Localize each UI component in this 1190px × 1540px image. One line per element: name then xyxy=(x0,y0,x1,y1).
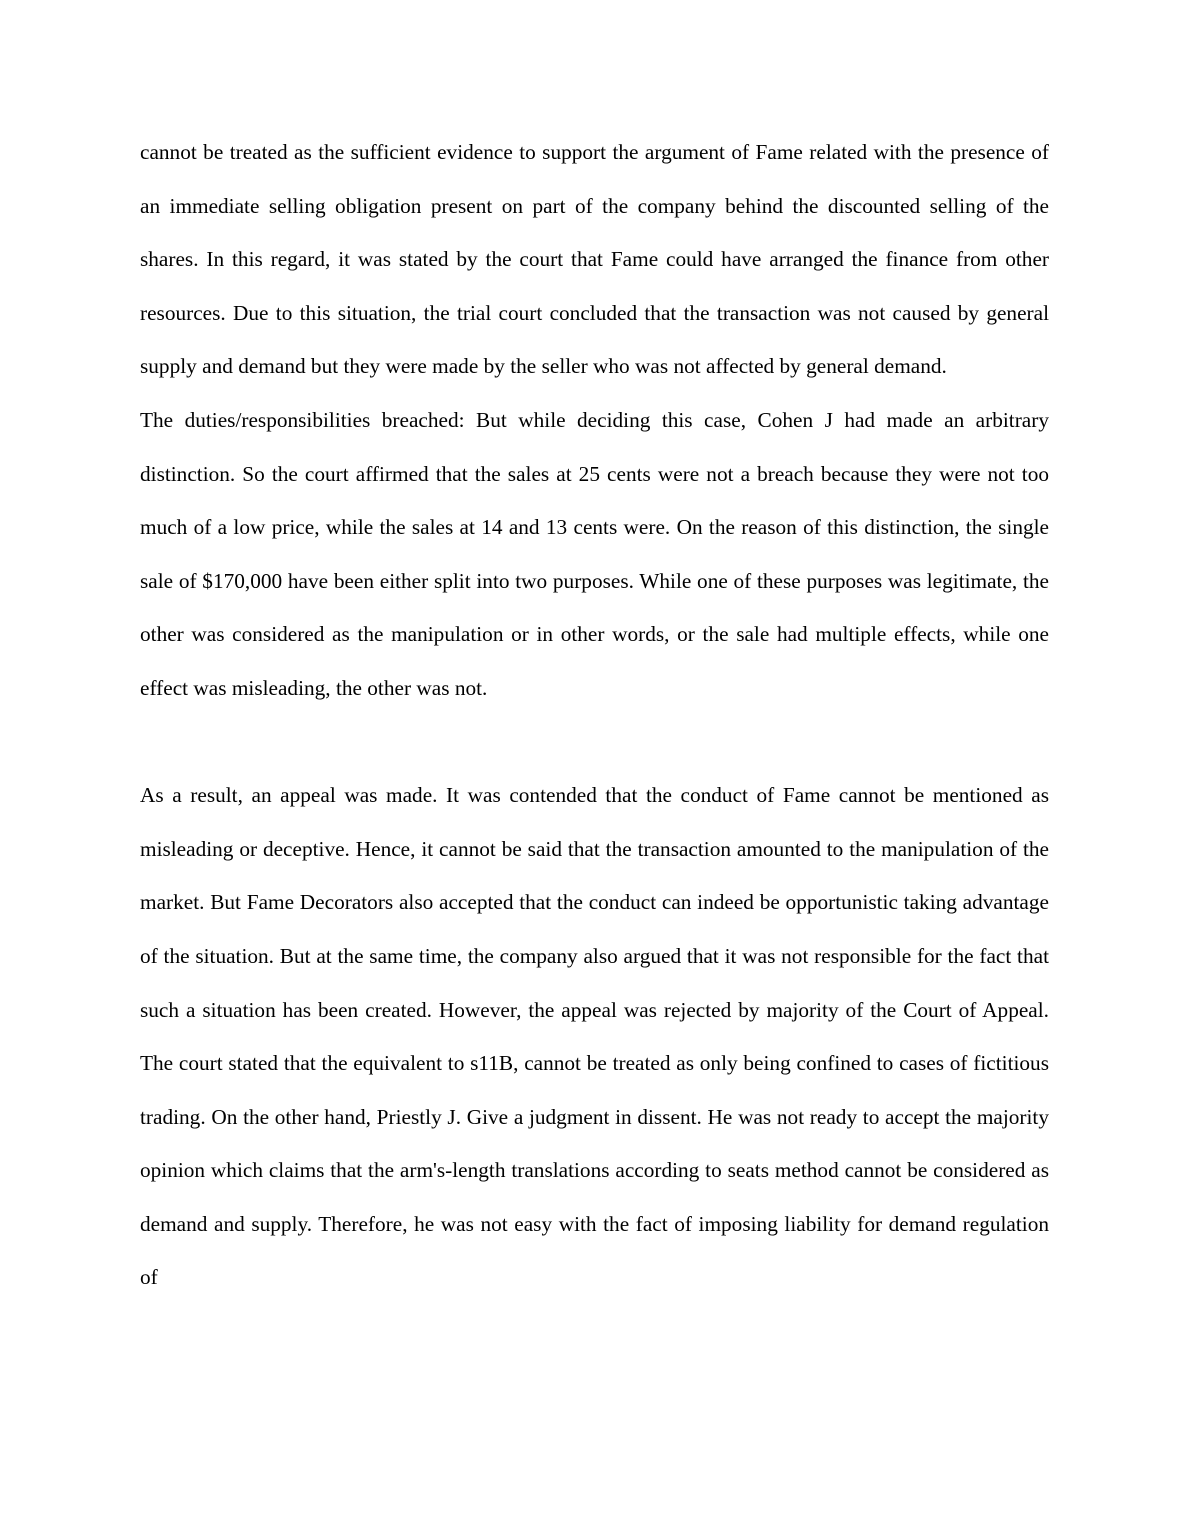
paragraph-court-findings: cannot be treated as the sufficient evidence to support the argument of Fame related with the presence of an immediate selling obligation present on part of the company behind the discounted selling of the shares. In this regard, it was stated by the court that Fame could have arranged the finance from other resources. Due to this situation, the trial court concluded that the transaction was not caused by general supply and demand but they were made by the seller who was not affected by general demand. xyxy=(140,140,1049,379)
document-body xyxy=(140,126,1049,1305)
paragraph-duties-breached: The duties/responsibilities breached: But while deciding this case, Cohen J had made an arbitrary distinction. So the court affirmed that the sales at 25 cents were not a breach because they were not too much of a low price, while the sales at 14 and 13 cents were. On the reason of this distinction, the single sale of $170,000 have been either split into two purposes. While one of these purposes was legitimate, the other was considered as the manipulation or in other words, or the sale had multiple effects, while one effect was misleading, the other was not. xyxy=(140,407,1049,700)
paragraph-appeal: As a result, an appeal was made. It was contended that the conduct of Fame cannot be mentioned as misleading or deceptive. Hence, it cannot be said that the transaction amounted to the manipulation of the market. But Fame Decorators also accepted that the conduct can indeed be opportunistic taking advantage of the situation. But at the same time, the company also argued that it was not responsible for the fact that such a situation has been created. However, the appeal was rejected by majority of the Court of Appeal. The court stated that the equivalent to s11B, cannot be treated as only being confined to cases of fictitious trading. On the other hand, Priestly J. Give a judgment in dissent. He was not ready to accept the majority opinion which claims that the arm's-length translations according to seats method cannot be considered as demand and supply. Therefore, he was not easy with the fact of imposing liability for demand regulation of xyxy=(140,783,1049,1290)
paragraph-spacer xyxy=(140,716,1049,770)
